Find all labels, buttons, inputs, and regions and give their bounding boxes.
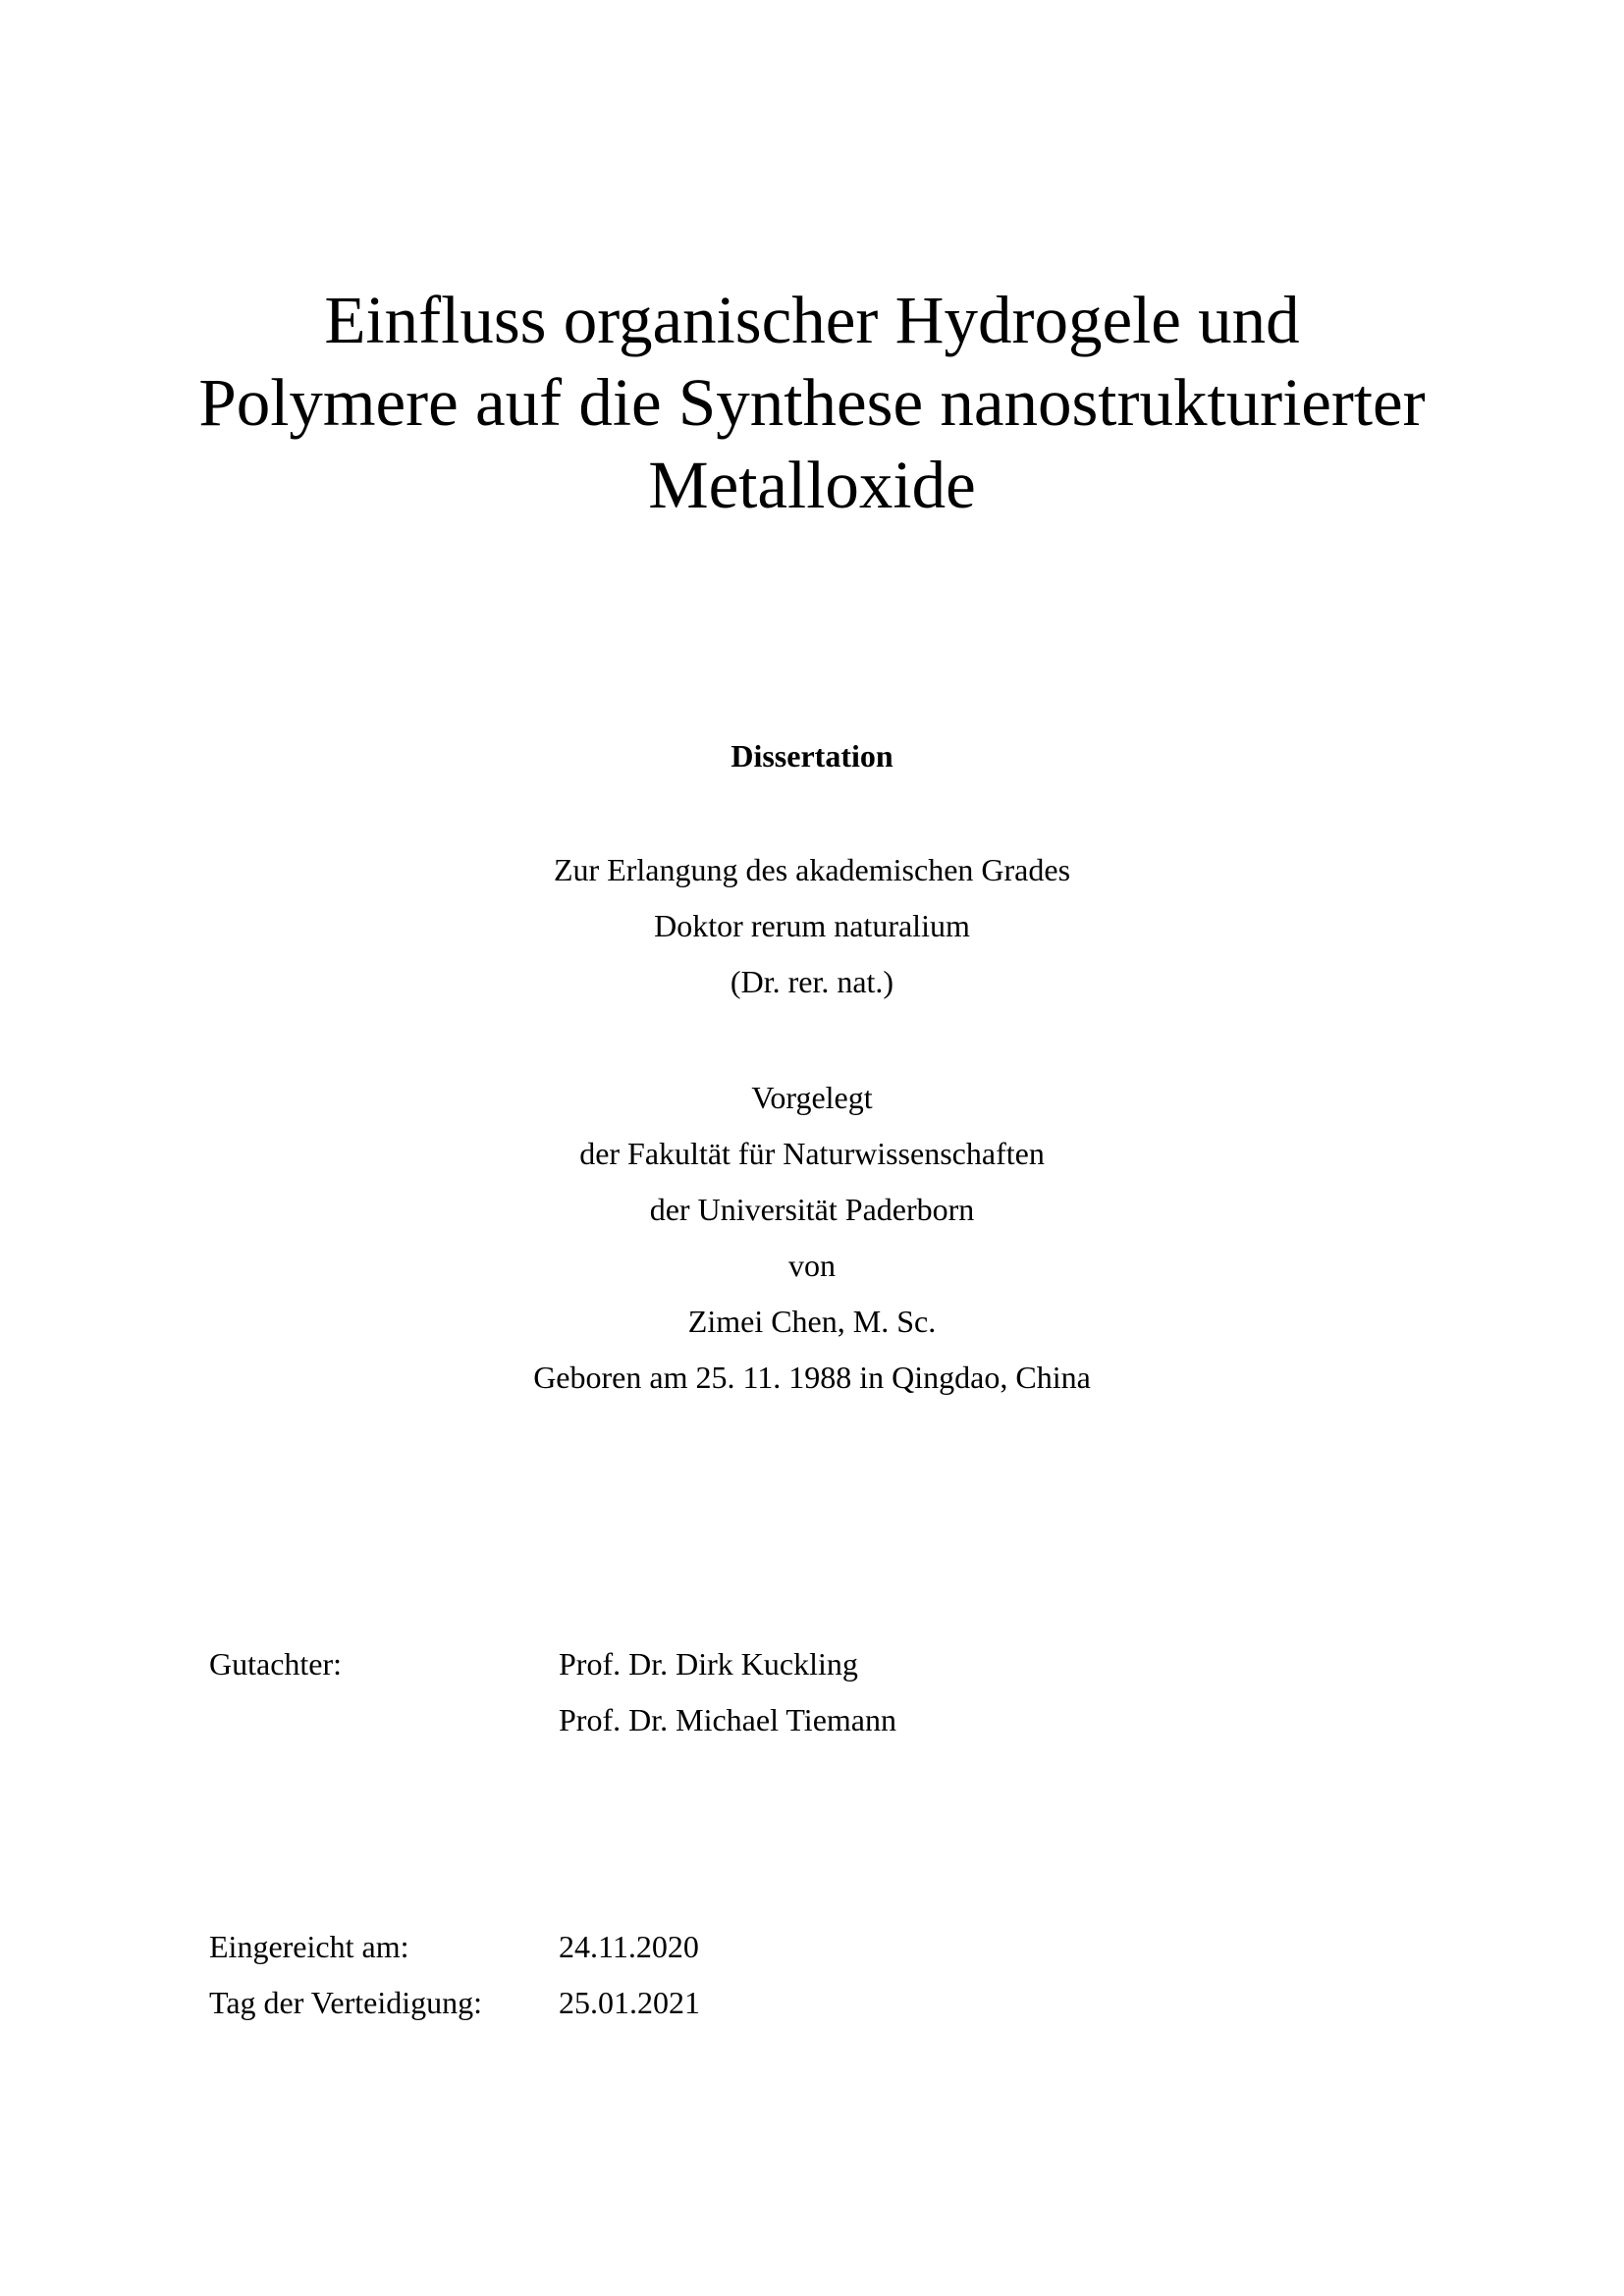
degree-purpose (0, 842, 1624, 1010)
reviewer-row (0, 1636, 1624, 1692)
thesis-title-line: Einfluss organischer Hydrogele und (324, 283, 1300, 357)
author-birth-info: Geboren am 25. 11. 1988 in Qingdao, China (533, 1360, 1091, 1395)
reviewer-name: Prof. Dr. Dirk Kuckling (559, 1646, 858, 1682)
reviewer-row (0, 1692, 1624, 1748)
submission-date-value: 24.11.2020 (559, 1929, 699, 1964)
submission-info (0, 1070, 1624, 1406)
degree-purpose-line: Zur Erlangung des akademischen Grades (553, 852, 1071, 887)
degree-purpose-line: (Dr. rer. nat.) (730, 964, 894, 999)
thesis-title-line: Metalloxide (648, 448, 976, 522)
submission-line: von (788, 1248, 836, 1283)
reviewer-name: Prof. Dr. Michael Tiemann (559, 1702, 896, 1737)
submission-date-row (0, 1919, 1624, 1975)
university-name: der Universität Paderborn (649, 1192, 975, 1227)
submission-date-label: Eingereicht am: (209, 1929, 409, 1964)
faculty-name: der Fakultät für Naturwissenschaften (579, 1136, 1045, 1171)
thesis-title-line: Polymere auf die Synthese nanostrukturierter (198, 365, 1426, 440)
defense-date-label: Tag der Verteidigung: (209, 1985, 482, 2020)
defense-date-row (0, 1975, 1624, 2031)
author-name: Zimei Chen, M. Sc. (687, 1304, 937, 1339)
thesis-title (0, 279, 1624, 526)
defense-date-value: 25.01.2021 (559, 1985, 700, 2020)
degree-purpose-line: Doktor rerum naturalium (654, 908, 970, 943)
reviewers-label: Gutachter: (209, 1646, 343, 1682)
document-type: Dissertation (731, 738, 893, 774)
submission-line: Vorgelegt (751, 1080, 873, 1115)
